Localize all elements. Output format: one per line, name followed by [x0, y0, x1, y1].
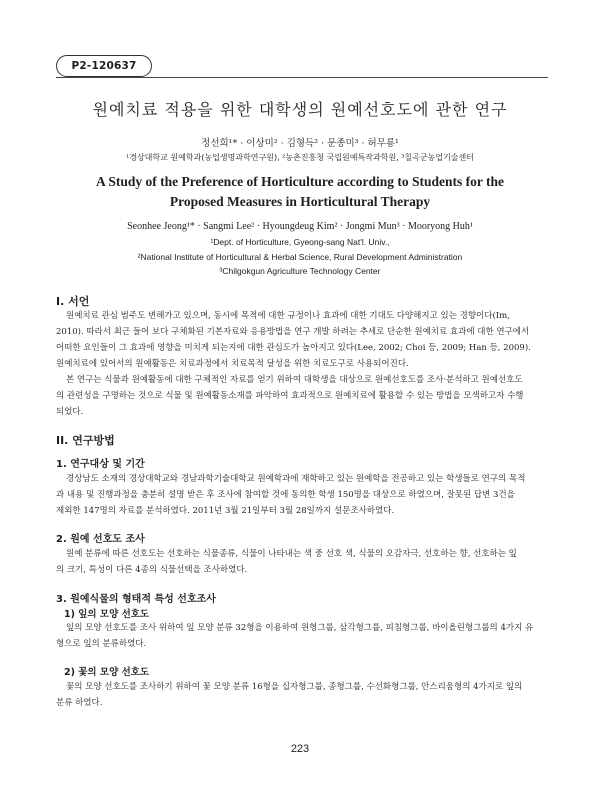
subsection-heading-subjects: 1. 연구대상 및 기간 — [56, 459, 145, 470]
paragraph-line: 본 연구는 식물과 원예활동에 대한 구체적인 자료를 얻기 위하여 대학생을 대상으로 원예선호도를 조사·분석하고 원예선호도 — [66, 375, 523, 385]
subsection-heading-preference-survey: 2. 원예 선호도 조사 — [56, 534, 145, 545]
paragraph-line: 되었다. — [56, 407, 84, 417]
paragraph-line: 잎의 모양 선호도를 조사 위하여 잎 모양 분류 32형을 이용하여 원형그룹, 삼각형그룹, 피침형그룹, 바이올린형그룹의 4가지 유 — [66, 623, 534, 633]
english-affiliation-1: ¹Dept. of Horticulture, Gyeong-sang Nat'l. Univ., — [210, 237, 390, 247]
paragraph-line: 2010). 따라서 최근 들어 보다 구체화된 기본자료와 응용방법을 연구 개발 하려는 추세로 단순한 원예치료 효과에 대한 연구에서 — [56, 327, 530, 337]
paragraph-line: 꽃의 모양 선호도를 조사하기 위하여 꽃 모양 분류 16형을 십자형그룹, 종형그룹, 수선화형그룹, 안스리움형의 4가지로 잎의 — [66, 682, 523, 692]
item-heading-leaf-shape: 1) 잎의 모양 선호도 — [64, 609, 150, 620]
paragraph-line: 의 크기, 특성이 다른 4종의 식물선택을 조사하였다. — [56, 565, 248, 575]
english-affiliation-2: ²National Institute of Horticultural & Herbal Science, Rural Development Administration — [137, 252, 463, 262]
paragraph-line: 원예 분류에 따른 선호도는 선호하는 식물종류, 식물이 나타내는 색 중 선호 색, 식물의 오감자극, 선호하는 향, 선호하는 잎 — [66, 549, 517, 559]
korean-authors: 정선희¹* · 이상미² · 김형득² · 문종미³ · 허무룡¹ — [201, 138, 399, 149]
paragraph-line: 경상남도 소재의 경상대학교와 경남과학기술대학교 원예학과에 재학하고 있는 원예학을 전공하고 있는 학생들로 연구의 목적 — [66, 474, 526, 484]
section-heading-introduction: I. 서언 — [56, 295, 90, 308]
paragraph-line: 제외한 147명의 자료를 분석하였다. 2011년 3월 21일부터 3월 28일까지 설문조사하였다. — [56, 506, 395, 516]
english-title-line-1: A Study of the Preference of Horticulture according to Students for the — [95, 174, 505, 189]
paragraph-line: 의 관련성을 구명하는 것으로 식물 및 원예활동소재를 파악하여 효과적으로 원예치료에 활용할 수 있는 방법을 모색하고자 수행 — [56, 391, 524, 401]
paragraph-line: 원예치료 관심 범주도 변해가고 있으며, 동시에 목적에 대한 규정이나 효과에 대한 기대도 다양해지고 있는 경향이다(Im, — [66, 311, 510, 321]
korean-affiliations: ¹경상대학교 원예학과(농업생명과학연구원), ²농촌진흥청 국립원예특작과학원, ³칠곡군농업기술센터 — [126, 153, 474, 162]
paragraph-line: 형으로 잎의 분류하였다. — [56, 639, 147, 649]
page-number: 223 — [290, 743, 310, 755]
korean-title: 원예치료 적용을 위한 대학생의 원예선호도에 관한 연구 — [92, 100, 508, 119]
english-affiliation-3: ³Chilgokgun Agriculture Technology Center — [219, 266, 381, 276]
paragraph-line: 분류 하였다. — [56, 698, 103, 708]
english-authors: Seonhee Jeong¹* · Sangmi Lee² · Hyoungdeug Kim² · Jongmi Mun³ · Mooryong Huh¹ — [127, 221, 473, 232]
paper-id-badge: P2-120637 — [56, 55, 152, 77]
header-rule — [56, 77, 548, 78]
english-title-line-2: Proposed Measures in Horticultural Therapy — [169, 194, 431, 209]
subsection-heading-morphology: 3. 원예식물의 형태적 특성 선호조사 — [56, 594, 216, 605]
paragraph-line: 어떠한 요인들이 그 효과에 영향을 미치게 되는지에 대한 관심도가 높아지고 있다(Lee, 2002; Choi 등, 2009; Han 등, 2009). — [56, 343, 531, 353]
item-heading-flower-shape: 2) 꽃의 모양 선호도 — [64, 667, 150, 678]
section-heading-methods: II. 연구방법 — [56, 434, 115, 447]
paragraph-line: 원예치료에 있어서의 원예활동은 치료과정에서 치료목적 달성을 위한 치료도구로 사용되어진다. — [56, 359, 409, 369]
paragraph-line: 과 내용 및 진행과정을 충분히 설명 받은 후 조사에 참여할 것에 동의한 학생 150명을 대상으로 하였으며, 잘못된 답변 3건을 — [56, 490, 515, 500]
